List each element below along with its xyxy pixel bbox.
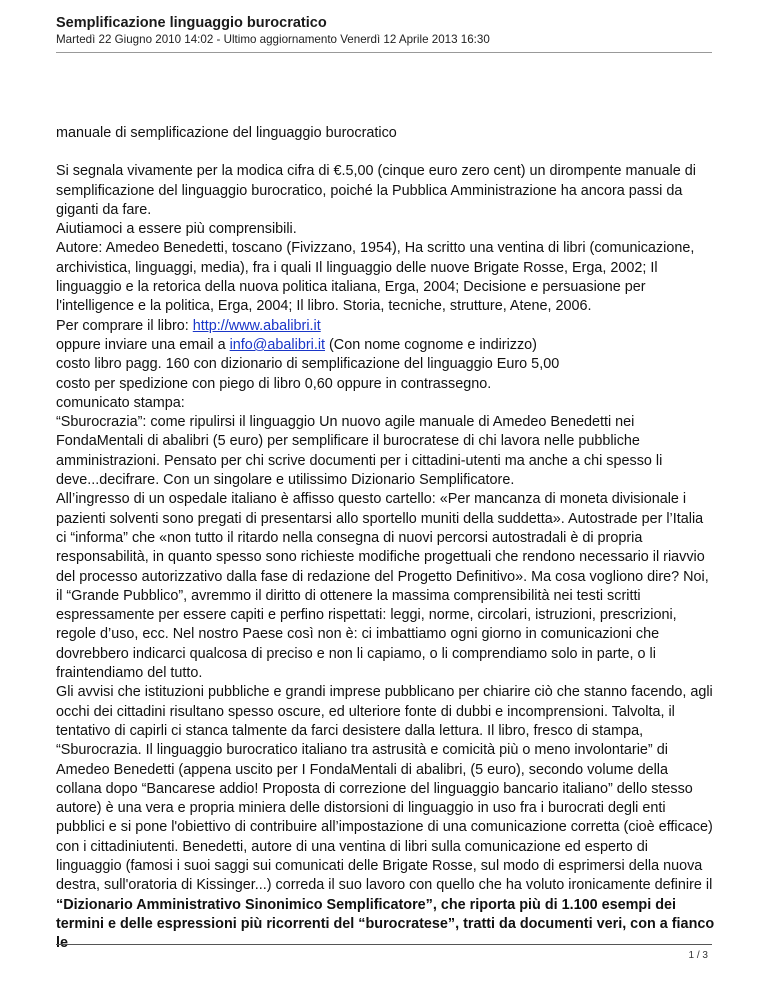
paragraph-author: Autore: Amedeo Benedetti, toscano (Fivizzano, 1954), Ha scritto una ventina di libri (comunicazione, archivistica, linguaggi, media), fra i quali Il linguaggio delle nuove Brigate Rosse, Erga, 2002; Il linguaggio e la retorica della nuova politica italiana, Erga, 2004; Decisione e persuasione per l'intelligence e la politica, Erga, 2004; Il libro. Storia, tecniche, strutture, Atene, 2006.: [56, 240, 695, 315]
paragraph-motto: Aiutiamoci a essere più comprensibili.: [56, 221, 297, 238]
abalibri-link[interactable]: http://www.abalibri.it: [192, 317, 321, 334]
article-body: [56, 124, 716, 953]
notices-text: Gli avvisi che istituzioni pubbliche e grandi imprese pubblicano per chiarire ciò che stanno facendo, agli occhi dei cittadini risultano spesso oscure, ed ulteriore fonte di dubbi e incomprensioni. Talvolta, il tentativo di capirli ci stanca talmente da farci desistere dalla lettura. Il libro, fresco di stampa, “Sburocrazia. Il linguaggio burocratico italiano tra astrusità e comicità più o meno involontarie” di Amedeo Benedetti (appena uscito per I FondaMentali di abalibri, (5 euro), secondo volume della collana dopo “Bancarese addio! Proposta di correzione del linguaggio bancario italiano” dello stesso autore) è una vera e propria miniera delle distorsioni di linguaggio in uso fra i burocrati degli enti pubblici e si pone l'obiettivo di contribuire all’impostazione di una comunicazione corretta (cioè efficace) con i cittadiniutenti. Benedetti, autore di una ventina di libri sulla comunicazione ed esperto di linguaggio (famosi i suoi saggi sui comunicati delle Brigate Rosse, sul modo di esprimersi della nuova destra, sull'oratoria di Kissinger...) correda il suo lavoro con quello che ha voluto ironicamente definire il: [56, 684, 713, 894]
document-meta: Martedì 22 Giugno 2010 14:02 - Ultimo aggiornamento Venerdì 12 Aprile 2013 16:30: [56, 33, 490, 46]
paragraph-press-label: comunicato stampa:: [56, 394, 185, 411]
paragraph-hospital: All’ingresso di un ospedale italiano è affisso questo cartello: «Per mancanza di moneta divisionale i pazienti solventi sono pregati di presentarsi allo sportello muniti della suddetta». Autostrade per l’Italia ci “informa” che «non tutto il ritardo nella consegna di nuovi percorsi autostradali è di propria responsabilità, in quanto spesso sono richieste modifiche progettuali che rendono necessario il riavvio del processo autorizzativo dalla fase di redazione del Progetto Definitivo». Ma cosa vogliono dire? Noi, il “Grande Pubblico”, avremmo il diritto di ottenere la massima comprensibilità nei testi scritti espressamente per essere capiti e perfino rispettati: leggi, norme, circolari, istruzioni, prescrizioni, regole d’uso, ecc. Nel nostro Paese così non è: ci imbattiamo ogni giorno in comunicazioni che dovrebbero indicarci qualcosa di preciso e non li capiamo, o li comprendiamo solo in parte, o li fraintendiamo del tutto.: [56, 491, 709, 682]
page-header: [56, 14, 716, 47]
email-prefix: oppure inviare una email a: [56, 336, 230, 353]
paragraph-intro: Si segnala vivamente per la modica cifra di €.5,00 (cinque euro zero cent) un dirompente manuale di semplificazione del linguaggio burocratico, poiché la Pubblica Amministrazione ha ancora passi da giganti da fare.: [56, 163, 696, 218]
header-divider: [56, 52, 712, 53]
email-link[interactable]: info@abalibri.it: [229, 336, 326, 353]
paragraph-sburocrazia: “Sburocrazia”: come ripulirsi il linguaggio Un nuovo agile manuale di Amedeo Benedetti nei FondaMentali di abalibri (5 euro) per semplificare il burocratese di chi lavora nelle pubbliche amministrazioni. Pensato per chi scrive documenti per i cittadini-utenti ma anche a chi spesso li deve...decifrare. Con un singolare e utilissimo Dizionario Semplificatore.: [56, 414, 663, 489]
footer-divider: [56, 944, 712, 945]
article-heading: manuale di semplificazione del linguaggio burocratico: [56, 125, 397, 141]
page-number: 1 / 3: [688, 950, 708, 961]
dictionary-bold-text: “Dizionario Amministrativo Sinonimico Semplificatore”, che riporta più di 1.100 esempi dei termini e delle espressioni più ricorrenti del “burocratese”, tratti da documenti veri, con a fianco le: [56, 896, 715, 952]
paragraph-email: [56, 336, 716, 355]
paragraph-shipping: costo per spedizione con piego di libro 0,60 oppure in contrassegno.: [56, 375, 492, 392]
email-suffix: (Con nome cognome e indirizzo): [325, 336, 537, 353]
buy-label: Per comprare il libro:: [56, 317, 193, 334]
paragraph-cost: costo libro pagg. 160 con dizionario di semplificazione del linguaggio Euro 5,00: [56, 356, 560, 373]
document-title: Semplificazione linguaggio burocratico: [56, 15, 327, 31]
paragraph-notices: [56, 683, 716, 953]
paragraph-buy: [56, 317, 716, 336]
